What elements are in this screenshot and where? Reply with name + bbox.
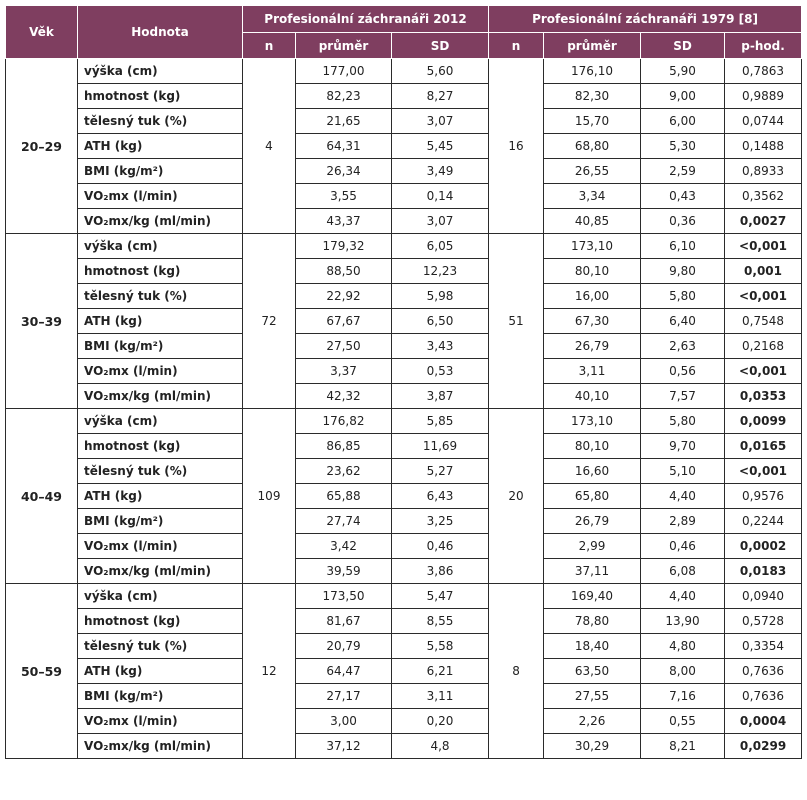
p-value-cell: 0,7548	[725, 309, 802, 334]
measure-label: BMI (kg/m²)	[78, 509, 243, 534]
sd-1979-cell: 4,80	[641, 634, 725, 659]
sd-2012-cell: 6,50	[392, 309, 489, 334]
p-value-cell: <0,001	[725, 359, 802, 384]
measure-label: tělesný tuk (%)	[78, 284, 243, 309]
sd-1979-cell: 5,90	[641, 59, 725, 84]
n-1979-cell: 8	[489, 584, 544, 759]
mean-2012-cell: 20,79	[296, 634, 392, 659]
table-row	[6, 459, 802, 484]
sd-1979-cell: 8,00	[641, 659, 725, 684]
sd-1979-cell: 9,80	[641, 259, 725, 284]
sd-1979-cell: 5,10	[641, 459, 725, 484]
n-2012-cell: 109	[243, 409, 296, 584]
p-value-cell: 0,8933	[725, 159, 802, 184]
age-group-cell: 50–59	[6, 584, 78, 759]
table-row	[6, 559, 802, 584]
mean-2012-cell: 86,85	[296, 434, 392, 459]
p-value-cell: 0,7636	[725, 659, 802, 684]
mean-1979-cell: 30,29	[544, 734, 641, 759]
p-value-cell: 0,3562	[725, 184, 802, 209]
sd-1979-cell: 0,36	[641, 209, 725, 234]
sd-1979-cell: 4,40	[641, 484, 725, 509]
mean-1979-cell: 40,10	[544, 384, 641, 409]
sd-2012-cell: 3,25	[392, 509, 489, 534]
table-row	[6, 309, 802, 334]
p-value-cell: 0,0940	[725, 584, 802, 609]
n-1979-cell: 16	[489, 59, 544, 234]
sd-1979-cell: 6,10	[641, 234, 725, 259]
sd-1979-cell: 6,08	[641, 559, 725, 584]
sd-1979-cell: 9,00	[641, 84, 725, 109]
age-group-cell: 30–39	[6, 234, 78, 409]
mean-2012-cell: 39,59	[296, 559, 392, 584]
sd-2012-cell: 0,14	[392, 184, 489, 209]
mean-1979-cell: 16,60	[544, 459, 641, 484]
table-row	[6, 84, 802, 109]
sd-2012-cell: 8,27	[392, 84, 489, 109]
mean-2012-cell: 42,32	[296, 384, 392, 409]
sd-1979-cell: 2,63	[641, 334, 725, 359]
sd-1979-cell: 6,40	[641, 309, 725, 334]
measure-label: VO₂mx/kg (ml/min)	[78, 209, 243, 234]
sd-2012-cell: 5,98	[392, 284, 489, 309]
sd-2012-cell: 5,85	[392, 409, 489, 434]
table-row	[6, 534, 802, 559]
measure-label: VO₂mx/kg (ml/min)	[78, 734, 243, 759]
p-value-cell: 0,0299	[725, 734, 802, 759]
p-value-cell: 0,9576	[725, 484, 802, 509]
mean-2012-cell: 27,74	[296, 509, 392, 534]
p-value-cell: 0,2168	[725, 334, 802, 359]
sd-2012-cell: 5,47	[392, 584, 489, 609]
sd-2012-cell: 8,55	[392, 609, 489, 634]
sd-2012-cell: 5,45	[392, 134, 489, 159]
sd-1979-cell: 4,40	[641, 584, 725, 609]
sd-2012-cell: 6,05	[392, 234, 489, 259]
sd-2012-cell: 6,43	[392, 484, 489, 509]
table-row	[6, 259, 802, 284]
p-value-cell: 0,7863	[725, 59, 802, 84]
measure-label: tělesný tuk (%)	[78, 109, 243, 134]
p-value-cell: <0,001	[725, 284, 802, 309]
mean-2012-cell: 179,32	[296, 234, 392, 259]
group-header-1979: Profesionální záchranáři 1979 [8]	[489, 6, 802, 33]
measure-label: VO₂mx (l/min)	[78, 184, 243, 209]
mean-1979-cell: 26,79	[544, 509, 641, 534]
mean-2012-cell: 82,23	[296, 84, 392, 109]
sd-1979-cell: 5,80	[641, 284, 725, 309]
col-header-mean-2012: průměr	[296, 33, 392, 59]
mean-1979-cell: 82,30	[544, 84, 641, 109]
p-value-cell: 0,1488	[725, 134, 802, 159]
measure-label: ATH (kg)	[78, 309, 243, 334]
sd-1979-cell: 2,59	[641, 159, 725, 184]
measure-label: ATH (kg)	[78, 659, 243, 684]
sd-2012-cell: 3,07	[392, 109, 489, 134]
measure-label: tělesný tuk (%)	[78, 634, 243, 659]
n-2012-cell: 12	[243, 584, 296, 759]
mean-2012-cell: 64,31	[296, 134, 392, 159]
sd-2012-cell: 6,21	[392, 659, 489, 684]
table-row	[6, 684, 802, 709]
p-value-cell: <0,001	[725, 459, 802, 484]
measure-label: BMI (kg/m²)	[78, 684, 243, 709]
p-value-cell: <0,001	[725, 234, 802, 259]
mean-2012-cell: 23,62	[296, 459, 392, 484]
sd-1979-cell: 9,70	[641, 434, 725, 459]
measure-label: výška (cm)	[78, 59, 243, 84]
mean-2012-cell: 3,42	[296, 534, 392, 559]
col-header-sd-2012: SD	[392, 33, 489, 59]
mean-2012-cell: 21,65	[296, 109, 392, 134]
measure-label: VO₂mx/kg (ml/min)	[78, 384, 243, 409]
table-row	[6, 134, 802, 159]
sd-2012-cell: 5,27	[392, 459, 489, 484]
measure-label: ATH (kg)	[78, 134, 243, 159]
col-header-n-2012: n	[243, 33, 296, 59]
mean-1979-cell: 18,40	[544, 634, 641, 659]
table-row	[6, 434, 802, 459]
table-row	[6, 409, 802, 434]
mean-1979-cell: 80,10	[544, 259, 641, 284]
sd-2012-cell: 0,20	[392, 709, 489, 734]
table-row	[6, 359, 802, 384]
mean-1979-cell: 40,85	[544, 209, 641, 234]
mean-1979-cell: 2,99	[544, 534, 641, 559]
mean-2012-cell: 64,47	[296, 659, 392, 684]
mean-2012-cell: 43,37	[296, 209, 392, 234]
measure-label: VO₂mx/kg (ml/min)	[78, 559, 243, 584]
table-row	[6, 609, 802, 634]
mean-2012-cell: 173,50	[296, 584, 392, 609]
mean-1979-cell: 3,11	[544, 359, 641, 384]
measure-label: VO₂mx (l/min)	[78, 709, 243, 734]
p-value-cell: 0,9889	[725, 84, 802, 109]
table-row	[6, 384, 802, 409]
measure-label: BMI (kg/m²)	[78, 159, 243, 184]
measure-label: ATH (kg)	[78, 484, 243, 509]
table-row	[6, 484, 802, 509]
measure-label: VO₂mx (l/min)	[78, 534, 243, 559]
sd-1979-cell: 0,43	[641, 184, 725, 209]
measure-label: výška (cm)	[78, 409, 243, 434]
mean-2012-cell: 27,17	[296, 684, 392, 709]
table-container	[5, 5, 802, 759]
header-row-1	[6, 6, 802, 33]
p-value-cell: 0,5728	[725, 609, 802, 634]
col-header-mean-1979: průměr	[544, 33, 641, 59]
measure-label: VO₂mx (l/min)	[78, 359, 243, 384]
sd-2012-cell: 11,69	[392, 434, 489, 459]
mean-1979-cell: 37,11	[544, 559, 641, 584]
sd-2012-cell: 3,87	[392, 384, 489, 409]
sd-2012-cell: 3,49	[392, 159, 489, 184]
sd-2012-cell: 3,43	[392, 334, 489, 359]
mean-2012-cell: 65,88	[296, 484, 392, 509]
table-row	[6, 709, 802, 734]
sd-2012-cell: 3,07	[392, 209, 489, 234]
measure-label: hmotnost (kg)	[78, 609, 243, 634]
mean-1979-cell: 15,70	[544, 109, 641, 134]
n-2012-cell: 4	[243, 59, 296, 234]
mean-2012-cell: 3,55	[296, 184, 392, 209]
sd-2012-cell: 5,58	[392, 634, 489, 659]
p-value-cell: 0,0183	[725, 559, 802, 584]
table-row	[6, 234, 802, 259]
n-1979-cell: 51	[489, 234, 544, 409]
mean-2012-cell: 81,67	[296, 609, 392, 634]
col-header-sd-1979: SD	[641, 33, 725, 59]
measure-label: hmotnost (kg)	[78, 259, 243, 284]
sd-1979-cell: 0,46	[641, 534, 725, 559]
col-header-age: Věk	[6, 6, 78, 59]
mean-1979-cell: 80,10	[544, 434, 641, 459]
table-row	[6, 184, 802, 209]
mean-2012-cell: 22,92	[296, 284, 392, 309]
mean-2012-cell: 67,67	[296, 309, 392, 334]
p-value-cell: 0,0004	[725, 709, 802, 734]
sd-1979-cell: 8,21	[641, 734, 725, 759]
data-table	[5, 5, 802, 759]
mean-2012-cell: 27,50	[296, 334, 392, 359]
measure-label: výška (cm)	[78, 584, 243, 609]
sd-1979-cell: 7,57	[641, 384, 725, 409]
sd-2012-cell: 12,23	[392, 259, 489, 284]
mean-2012-cell: 177,00	[296, 59, 392, 84]
mean-2012-cell: 3,37	[296, 359, 392, 384]
measure-label: výška (cm)	[78, 234, 243, 259]
mean-1979-cell: 26,79	[544, 334, 641, 359]
mean-1979-cell: 65,80	[544, 484, 641, 509]
mean-2012-cell: 88,50	[296, 259, 392, 284]
age-group-cell: 40–49	[6, 409, 78, 584]
n-1979-cell: 20	[489, 409, 544, 584]
mean-1979-cell: 169,40	[544, 584, 641, 609]
p-value-cell: 0,0353	[725, 384, 802, 409]
mean-1979-cell: 16,00	[544, 284, 641, 309]
p-value-cell: 0,0027	[725, 209, 802, 234]
sd-1979-cell: 0,56	[641, 359, 725, 384]
sd-2012-cell: 5,60	[392, 59, 489, 84]
table-row	[6, 584, 802, 609]
measure-label: hmotnost (kg)	[78, 434, 243, 459]
table-row	[6, 334, 802, 359]
group-header-2012: Profesionální záchranáři 2012	[243, 6, 489, 33]
measure-label: tělesný tuk (%)	[78, 459, 243, 484]
table-row	[6, 209, 802, 234]
sd-1979-cell: 5,80	[641, 409, 725, 434]
sd-1979-cell: 5,30	[641, 134, 725, 159]
mean-1979-cell: 2,26	[544, 709, 641, 734]
table-row	[6, 159, 802, 184]
sd-1979-cell: 6,00	[641, 109, 725, 134]
sd-2012-cell: 3,11	[392, 684, 489, 709]
sd-1979-cell: 0,55	[641, 709, 725, 734]
table-row	[6, 59, 802, 84]
col-header-p-value: p-hod.	[725, 33, 802, 59]
measure-label: BMI (kg/m²)	[78, 334, 243, 359]
table-body	[6, 59, 802, 759]
sd-2012-cell: 4,8	[392, 734, 489, 759]
mean-1979-cell: 173,10	[544, 234, 641, 259]
table-row	[6, 659, 802, 684]
col-header-value: Hodnota	[78, 6, 243, 59]
mean-2012-cell: 3,00	[296, 709, 392, 734]
sd-2012-cell: 0,53	[392, 359, 489, 384]
sd-2012-cell: 0,46	[392, 534, 489, 559]
p-value-cell: 0,0744	[725, 109, 802, 134]
mean-1979-cell: 68,80	[544, 134, 641, 159]
mean-1979-cell: 173,10	[544, 409, 641, 434]
mean-2012-cell: 176,82	[296, 409, 392, 434]
age-group-cell: 20–29	[6, 59, 78, 234]
table-row	[6, 284, 802, 309]
sd-1979-cell: 2,89	[641, 509, 725, 534]
mean-1979-cell: 27,55	[544, 684, 641, 709]
p-value-cell: 0,2244	[725, 509, 802, 534]
n-2012-cell: 72	[243, 234, 296, 409]
table-row	[6, 509, 802, 534]
p-value-cell: 0,0165	[725, 434, 802, 459]
mean-1979-cell: 63,50	[544, 659, 641, 684]
p-value-cell: 0,001	[725, 259, 802, 284]
mean-1979-cell: 26,55	[544, 159, 641, 184]
mean-1979-cell: 176,10	[544, 59, 641, 84]
sd-1979-cell: 7,16	[641, 684, 725, 709]
table-row	[6, 734, 802, 759]
col-header-n-1979: n	[489, 33, 544, 59]
p-value-cell: 0,0002	[725, 534, 802, 559]
mean-1979-cell: 3,34	[544, 184, 641, 209]
p-value-cell: 0,3354	[725, 634, 802, 659]
mean-2012-cell: 26,34	[296, 159, 392, 184]
mean-1979-cell: 78,80	[544, 609, 641, 634]
sd-1979-cell: 13,90	[641, 609, 725, 634]
table-row	[6, 109, 802, 134]
mean-2012-cell: 37,12	[296, 734, 392, 759]
mean-1979-cell: 67,30	[544, 309, 641, 334]
measure-label: hmotnost (kg)	[78, 84, 243, 109]
table-row	[6, 634, 802, 659]
p-value-cell: 0,0099	[725, 409, 802, 434]
p-value-cell: 0,7636	[725, 684, 802, 709]
sd-2012-cell: 3,86	[392, 559, 489, 584]
